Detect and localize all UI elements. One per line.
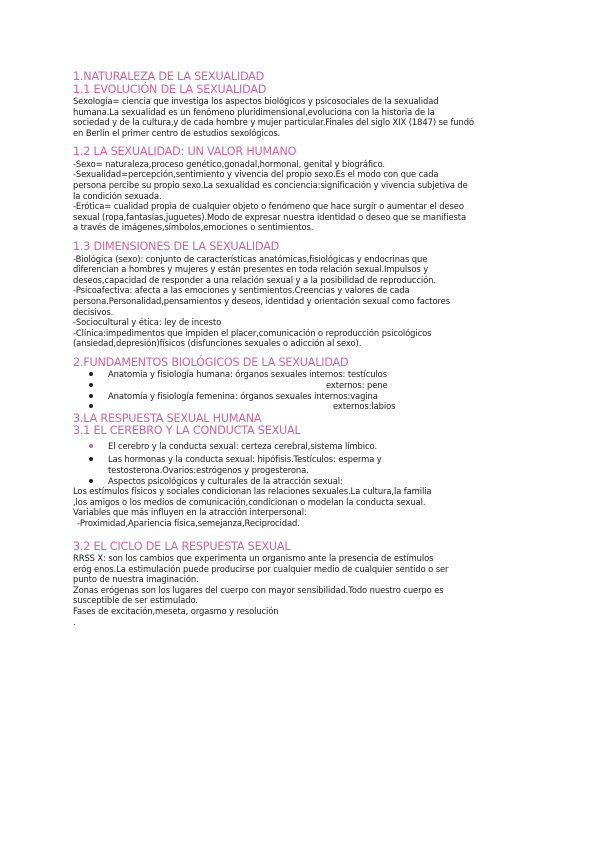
paragraph-line: diferencian a hombres y mujeres y están presentes en toda relación sexual.Impulsos y (73, 264, 429, 275)
paragraph-line: a través de imágenes,símbolos,emociones o sentimientos. (73, 222, 314, 233)
section-dimensiones (73, 241, 533, 349)
paragraph-line: deseos,capacidad de responder a una relación sexual y a la posibilidad de reproducción. (73, 274, 436, 285)
section-naturaleza (73, 71, 533, 138)
bullet-icon (89, 383, 93, 387)
paragraph-line: (ansiedad,depresión)físicos (disfunciones sexuales o adicción al sexo). (73, 338, 362, 349)
list-item-text: Aspectos psicológicos y culturales de la atracción sexual: (108, 475, 343, 486)
paragraph-line: Zonas erógenas son los lugares del cuerpo con mayor sensibilidad.Todo nuestro cuerpo es (73, 584, 444, 595)
list-item-text: Anatomía y fisiología femenina: órganos sexuales internos:vagina (108, 390, 378, 401)
list-item (73, 476, 533, 487)
heading-naturaleza: 1.NATURALEZA DE LA SEXUALIDAD (73, 70, 265, 83)
heading-dimensiones: 1.3 DIMENSIONES DE LA SEXUALIDAD (73, 240, 280, 254)
paragraph-line: Sexología= ciencia que investiga los aspectos biológicos y psicosociales de la sexualidad (73, 96, 439, 106)
list-item (73, 369, 533, 380)
bullet-icon (89, 457, 93, 461)
paragraph-line: ,los amigos o los medios de comunicación,condicionan o modelan la conducta sexual. (73, 496, 426, 507)
paragraph-line: punto de nuestra imaginación. (73, 574, 199, 585)
paragraph-line: la condición sexuada. (73, 190, 162, 201)
paragraph-line: Fases de excitación,meseta, orgasmo y resolución (73, 605, 279, 616)
bullet-icon (89, 372, 93, 376)
section-valor-humano (73, 146, 533, 233)
list-item-text: Las hormonas y la conducta sexual: hipófisis.Testículos: esperma y (108, 454, 382, 465)
list-item (73, 401, 533, 412)
paragraph-line: eróg enos.La estimulación puede producirse por cualquier medio de cualquier sentido o ser (73, 563, 449, 574)
paragraph-line: susceptible de ser estimulado. (73, 595, 198, 606)
paragraph-line: -Proximidad,Apariencia física,semejanza,Reciprocidad. (77, 517, 300, 528)
list-item-text: externos: pene (326, 379, 388, 390)
paragraph-line: sociedad y de la cultura,y de cada hombre y mujer particular.Finales del siglo XIX (1847) se fundó (73, 117, 474, 128)
bullet-icon (89, 394, 93, 398)
list-item (73, 391, 533, 402)
paragraph-line: RRSS X: son los cambios que experimenta un organismo ante la presencia de estímulos (73, 553, 434, 563)
bullet-icon (89, 444, 93, 448)
list-item-text: externos:labios (333, 401, 396, 412)
bullet-icon (89, 404, 93, 408)
paragraph-line: -Biológica (sexo): conjunto de características anatómicas,fisiológicas y endocrinas que (73, 253, 428, 264)
paragraph-line: -Psicoafectiva: afecta a las emociones y sentimientos.Creencias y valores de cada (73, 285, 410, 296)
list-item (73, 454, 533, 475)
heading-evolucion: 1.1 EVOLUCIÓN DE LA SEXUALIDAD (73, 82, 267, 96)
paragraph-line: -Sexualidad=percepción,sentimiento y vivencia del propio sexo.Es el modo con que cada (73, 169, 439, 180)
list-item (73, 441, 533, 452)
section-fundamentos (73, 357, 533, 412)
bullet-icon (89, 479, 93, 483)
paragraph-line: . (73, 616, 76, 627)
paragraph-line: Variables que más influyen en la atracción interpersonal: (73, 507, 307, 518)
heading-respuesta-sexual: 3.LA RESPUESTA SEXUAL HUMANA (73, 411, 262, 425)
list-item-text: testosterona.Ovarios:estrógenos y progesterona. (108, 464, 309, 475)
paragraph-line: Los estímulos físicos y sociales condicionan las relaciones sexuales.La cultura,la familia (73, 486, 432, 497)
section-ciclo (73, 541, 533, 628)
heading-fundamentos: 2.FUNDAMENTOS BIOLÓGICOS DE LA SEXUALIDAD (73, 355, 349, 369)
paragraph-line: -Sociocultural y ética: ley de incesto (73, 317, 222, 328)
section-respuesta-sexual (73, 413, 533, 529)
heading-cerebro: 3.1 EL CEREBRO Y LA CONDUCTA SEXUAL (73, 424, 301, 438)
paragraph-line: decisivos. (73, 306, 114, 317)
paragraph-line: sexual (ropa,fantasías,juguetes).Modo de expresar nuestra identidad o deseo que se manifiesta (73, 211, 466, 222)
paragraph-line: persona.Personalidad,pensamientos y deseos, identidad y orientación sexual como factores (73, 295, 450, 306)
list-item (73, 380, 533, 391)
heading-ciclo: 3.2 EL CICLO DE LA RESPUESTA SEXUAL (73, 539, 291, 553)
document-content (73, 71, 533, 627)
list-item-text: Anatomía y fisiología humana: órganos sexuales internos: testículos (108, 369, 387, 380)
list-item-text: El cerebro y la conducta sexual: certeza cerebral,sistema límbico. (108, 440, 377, 451)
paragraph-line: humana.La sexualidad es un fenómeno pluridimensional,evoluciona con la historia de la (73, 106, 435, 117)
paragraph-line: -Erótica= cualidad propia de cualquier objeto o fenómeno que hace surgir o aumentar el deseo (73, 201, 464, 212)
paragraph-line: -Clínica:impedimentos que impiden el placer,comunicación o reproducción psicológicos (73, 327, 432, 338)
heading-valor-humano: 1.2 LA SEXUALIDAD: UN VALOR HUMANO (73, 145, 297, 159)
paragraph-line: -Sexo= naturaleza,proceso genético,gonadal,hormonal, genital y biográfico. (73, 158, 385, 169)
paragraph-line: en Berlín el primer centro de estudios sexológicos. (73, 127, 281, 138)
paragraph-line: persona percibe su propio sexo.La sexualidad es conciencia:significación y vivencia subjetiva de (73, 180, 468, 191)
